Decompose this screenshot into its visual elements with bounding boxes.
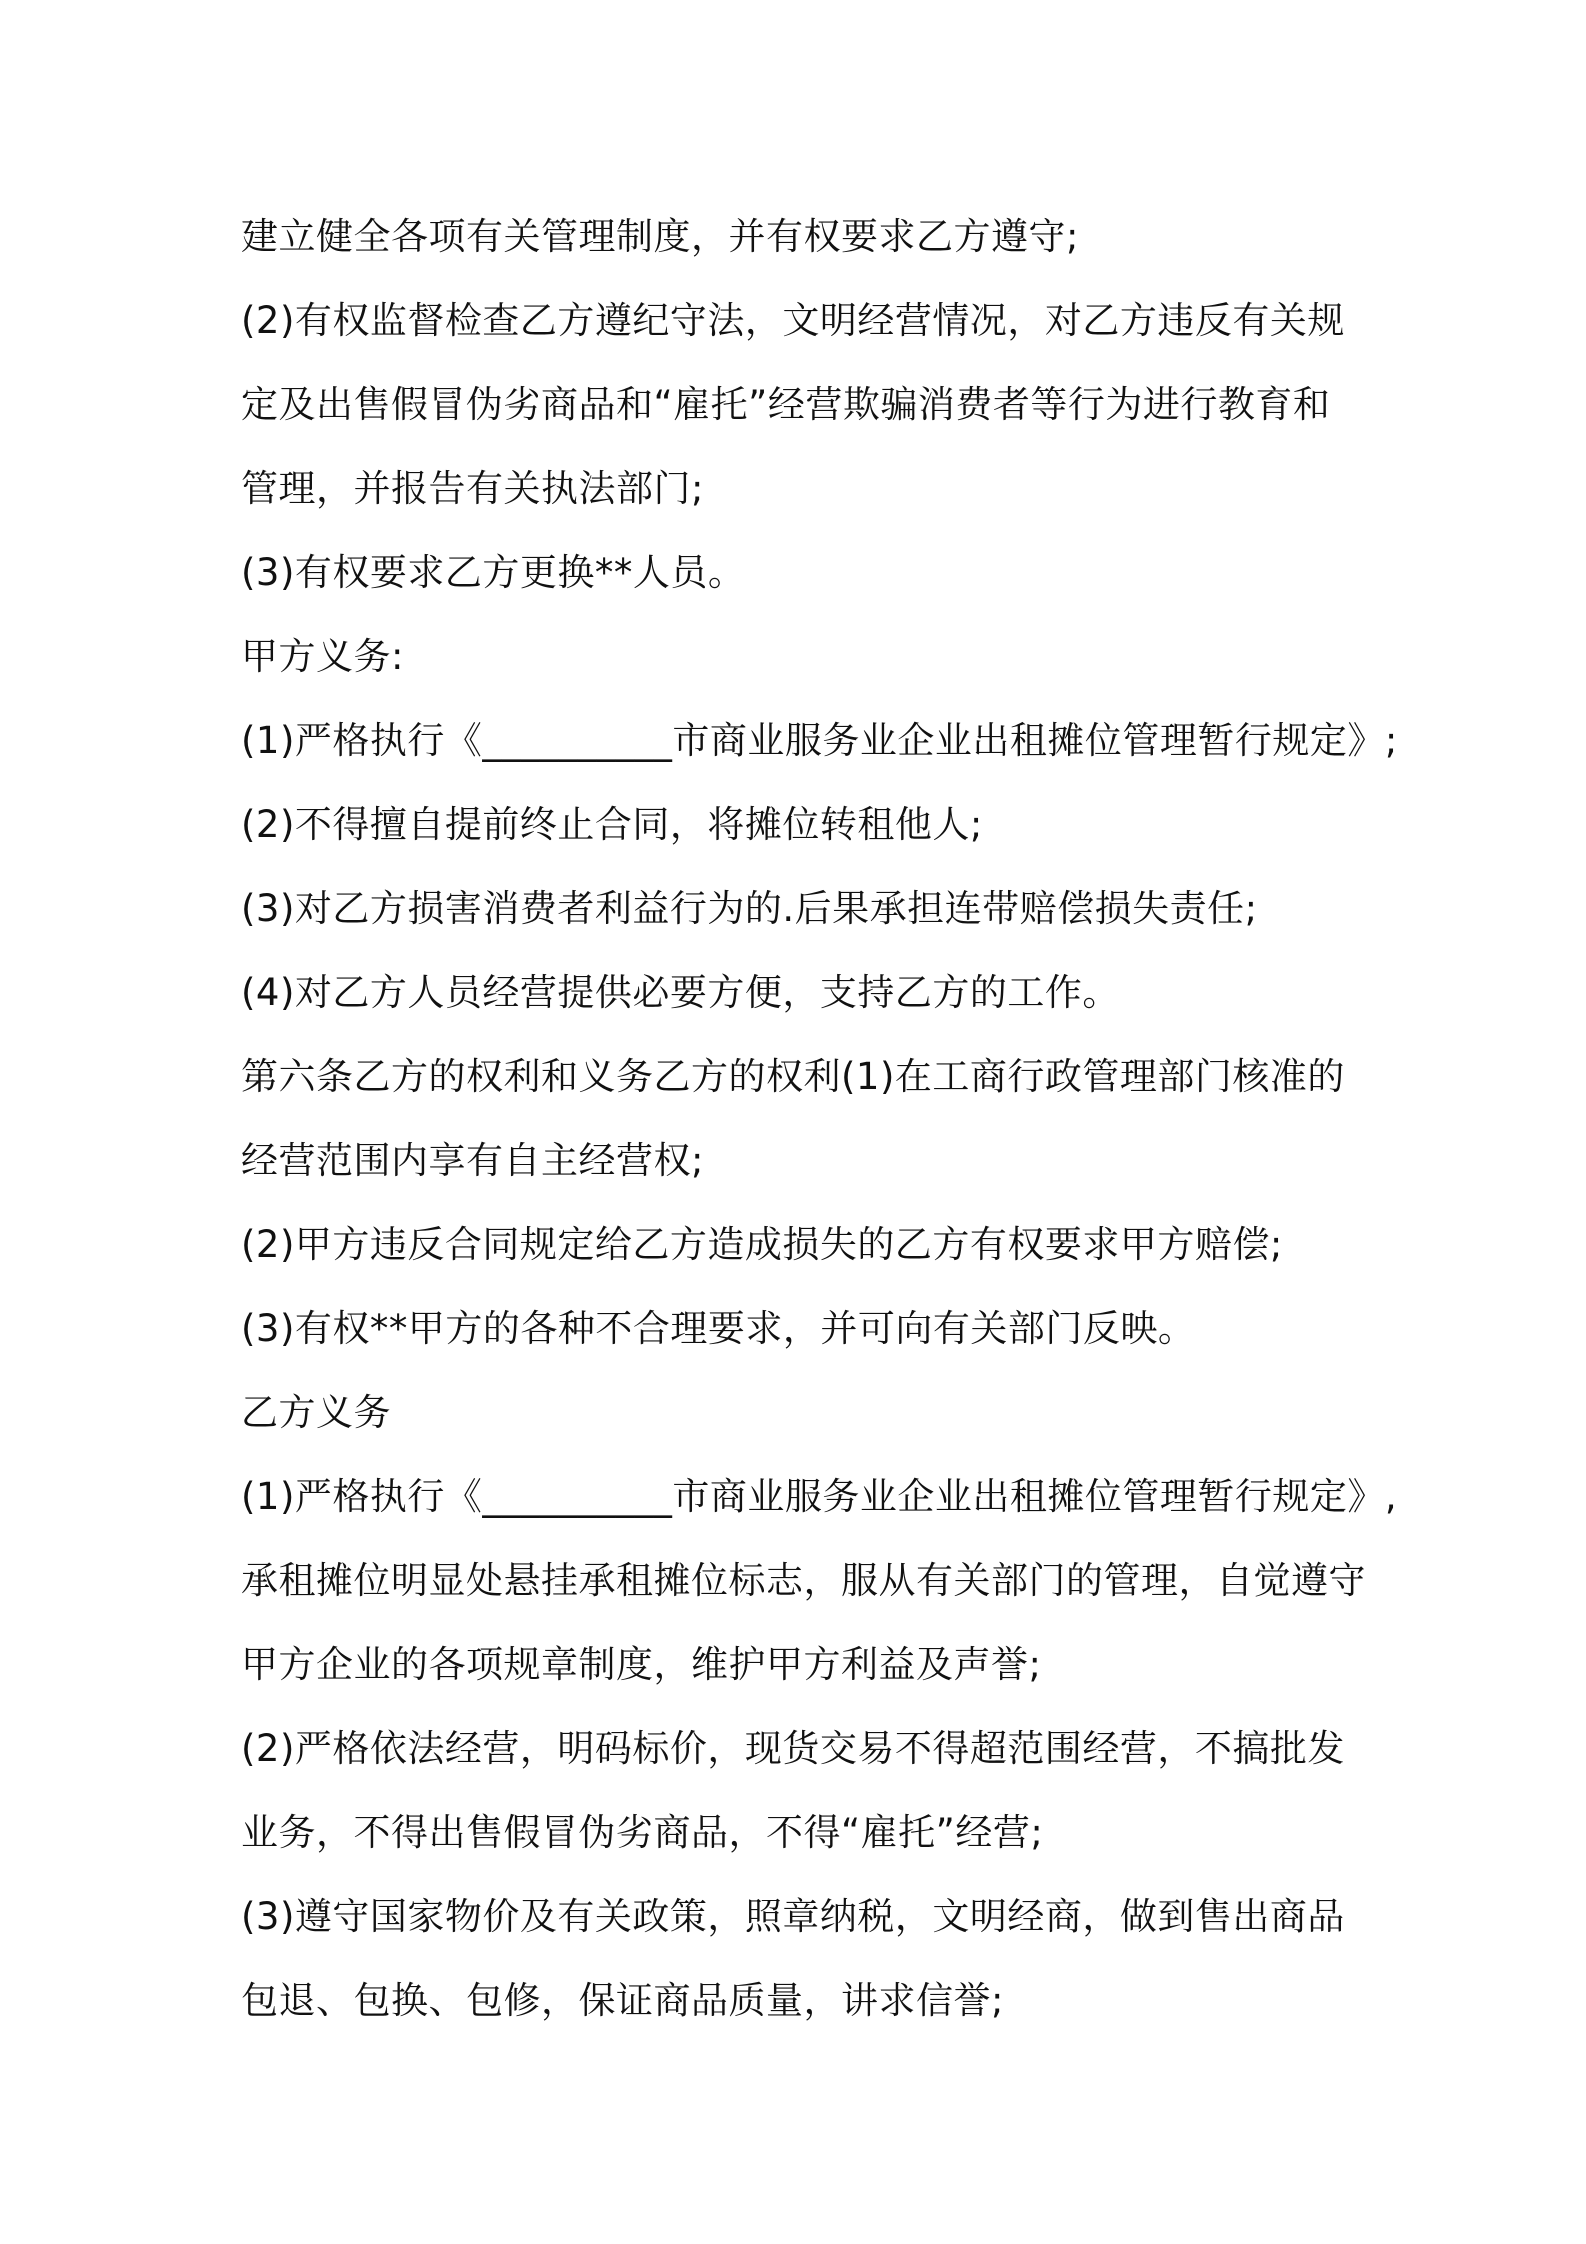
text-line: (3)遵守国家物价及有关政策，照章纳税，文明经商，做到售出商品 (241, 1895, 1345, 1938)
text-line: (4)对乙方人员经营提供必要方便，支持乙方的工作。 (241, 971, 1120, 1014)
text-line: (3)有权**甲方的各种不合理要求，并可向有关部门反映。 (241, 1307, 1196, 1350)
text-line: (3)对乙方损害消费者利益行为的.后果承担连带赔偿损失责任; (241, 887, 1258, 930)
contract-text-body (241, 195, 1441, 2043)
text-line: 承租摊位明显处悬挂承租摊位标志，服从有关部门的管理，自觉遵守 (241, 1559, 1366, 1602)
text-line: (1)严格执行《__________市商业服务业企业出租摊位管理暂行规定》; (241, 719, 1398, 762)
section-heading-party-b-obligations: 乙方义务 (241, 1391, 391, 1434)
section-heading-party-a-obligations: 甲方义务: (241, 635, 404, 678)
text-line: (2)有权监督检查乙方遵纪守法，文明经营情况，对乙方违反有关规 (241, 299, 1345, 342)
article-six-heading: 第六条乙方的权利和义务乙方的权利(1)在工商行政管理部门核准的 (241, 1055, 1345, 1098)
text-line: 甲方企业的各项规章制度，维护甲方利益及声誉; (241, 1643, 1042, 1686)
text-line: 业务，不得出售假冒伪劣商品，不得“雇托”经营; (241, 1811, 1044, 1854)
text-line: 定及出售假冒伪劣商品和“雇托”经营欺骗消费者等行为进行教育和 (241, 383, 1331, 426)
text-line: 建立健全各项有关管理制度，并有权要求乙方遵守; (241, 215, 1079, 258)
text-line: (2)不得擅自提前终止合同，将摊位转租他人; (241, 803, 983, 846)
text-line: 包退、包换、包修，保证商品质量，讲求信誉; (241, 1979, 1004, 2022)
text-line: (2)严格依法经营，明码标价，现货交易不得超范围经营，不搞批发 (241, 1727, 1345, 1770)
text-line: (2)甲方违反合同规定给乙方造成损失的乙方有权要求甲方赔偿; (241, 1223, 1283, 1266)
text-line: 经营范围内享有自主经营权; (241, 1139, 704, 1182)
text-line: (1)严格执行《__________市商业服务业企业出租摊位管理暂行规定》, (241, 1475, 1398, 1518)
text-line: (3)有权要求乙方更换**人员。 (241, 551, 746, 594)
text-line: 管理，并报告有关执法部门; (241, 467, 704, 510)
